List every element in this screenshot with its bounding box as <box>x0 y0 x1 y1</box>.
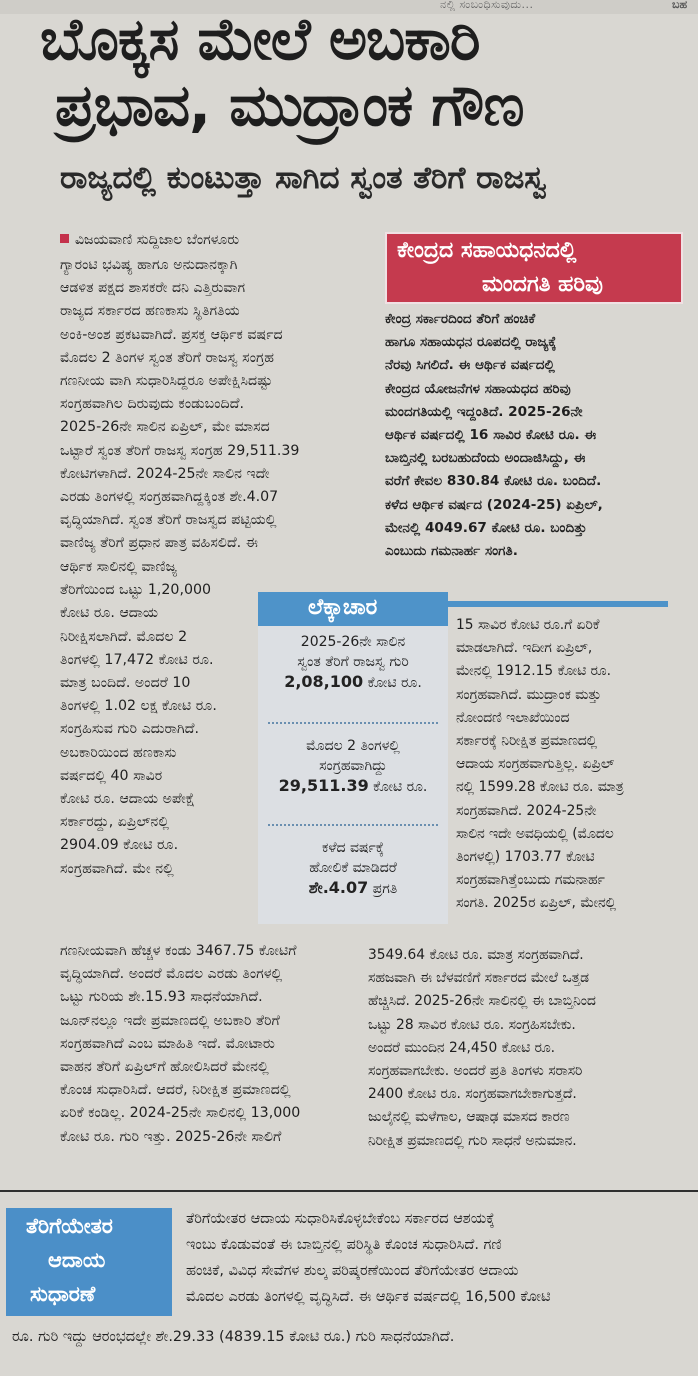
left-line: ವರ್ಷದಲ್ಲಿ 40 ಸಾವಿರ <box>60 767 163 784</box>
lekkachara-block-2 <box>263 736 443 797</box>
right-bottom-line: ಹೆಚ್ಚಿಸಿದೆ. 2025-26ನೇ ಸಾಲಿನಲ್ಲಿ ಈ ಬಾಬ್ತಿನಿಂದ <box>368 993 596 1010</box>
middle-line: ಸರ್ಕಾರಕ್ಕೆ ನಿರೀಕ್ಷಿತ ಪ್ರಮಾಣದಲ್ಲಿ <box>456 733 598 750</box>
block3-value: ಶೇ.4.07 <box>308 878 369 897</box>
right-top-line: ಮಂದಗತಿಯಲ್ಲಿ ಇದ್ದಂತಿದೆ. 2025-26ನೇ <box>385 403 583 420</box>
non-tax-revenue-box <box>6 1208 172 1316</box>
section-divider <box>0 1190 698 1192</box>
left-line: ತಿಂಗಳಲ್ಲಿ 17,472 ಕೋಟಿ ರೂ. <box>60 651 214 668</box>
right-top-line: ವರೆಗೆ ಕೇವಲ 830.84 ಕೋಟಿ ರೂ. ಬಂದಿದೆ. <box>385 473 602 490</box>
left-line: ಒಟ್ಟು ಗುರಿಯ ಶೇ.15.93 ಸಾಧನೆಯಾಗಿದೆ. <box>60 989 263 1006</box>
left-line: ಸಂಗ್ರಹವಾಗಿದೆ ಎಂಬ ಮಾಹಿತಿ ಇದೆ. ಮೋಟಾರು <box>60 1035 275 1052</box>
lekkachara-separator <box>268 824 438 826</box>
left-column-upper <box>60 254 378 556</box>
left-line: ಸರ್ಕಾರದ್ದು, ಏಪ್ರಿಲ್‌ನಲ್ಲಿ <box>60 814 170 831</box>
left-line: ಆಡಳಿತ ಪಕ್ಷದ ಶಾಸಕರೇ ದನಿ ಎತ್ತಿರುವಾಗ <box>60 280 246 297</box>
bottom-text-indented <box>186 1206 686 1310</box>
right-top-line: ಬಾಬ್ತಿನಲ್ಲಿ ಬರಬಹುದೆಂದು ಅಂದಾಜಿಸಿದ್ದು, ಈ <box>385 450 586 467</box>
left-line: ವೃದ್ಧಿಯಾಗಿದೆ. ಸ್ವಂತ ತೆರಿಗೆ ರಾಜಸ್ವದ ಪಟ್ಟಿಯಲ್ಲಿ <box>60 512 277 529</box>
right-top-line: ಹಾಗೂ ಸಹಾಯಧನ ರೂಪದಲ್ಲಿ ರಾಜ್ಯಕ್ಕೆ <box>385 334 557 351</box>
middle-line: ಆದಾಯ ಸಂಗ್ರಹವಾಗುತ್ತಿಲ್ಲ. ಏಪ್ರಿಲ್ <box>456 756 615 773</box>
left-line: ಒಟ್ಟಾರೆ ಸ್ವಂತ ತೆರಿಗೆ ರಾಜಸ್ವ ಸಂಗ್ರಹ 29,511.39 <box>60 442 300 459</box>
lekkachara-rule <box>448 601 668 607</box>
bottom-box-line-3: ಸುಧಾರಣೆ <box>30 1282 96 1306</box>
bottom-box-line-2: ಆದಾಯ <box>48 1248 106 1272</box>
right-bottom-line: ನಿರೀಕ್ಷಿತ ಪ್ರಮಾಣದಲ್ಲಿ ಗುರಿ ಸಾಧನೆ ಅನುಮಾನ. <box>368 1132 577 1149</box>
right-bottom-line: ಒಟ್ಟು 28 ಸಾವಿರ ಕೋಟಿ ರೂ. ಸಂಗ್ರಹಿಸಬೇಕು. <box>368 1016 576 1033</box>
middle-column <box>456 614 674 916</box>
left-line: ಜೂನ್‌ನಲ್ಲೂ ಇದೇ ಪ್ರಮಾಣದಲ್ಲಿ ಅಬಕಾರಿ ತೆರಿಗೆ <box>60 1012 280 1029</box>
middle-line: ಸಂಗ್ರಹವಾಗಿದೆ. 2024-25ನೇ <box>456 802 597 819</box>
right-bottom-line: ಜುಲೈನಲ್ಲಿ ಮಳೆಗಾಲ, ಆಷಾಢ ಮಾಸದ ಕಾರಣ <box>368 1109 570 1126</box>
left-line: ಸಂಗ್ರಹವಾಗಿದೆ. ಮೇ ನಲ್ಲಿ <box>60 860 174 877</box>
right-top-line: ಆರ್ಥಿಕ ವರ್ಷದಲ್ಲಿ 16 ಸಾವಿರ ಕೋಟಿ ರೂ. ಈ <box>385 427 597 444</box>
left-line: ಏರಿಕೆ ಕಂಡಿಲ್ಲ. 2024-25ನೇ ಸಾಲಿನಲ್ಲಿ 13,000 <box>60 1105 301 1122</box>
middle-line: ನೋಂದಣಿ ಇಲಾಖೆಯಿಂದ <box>456 709 570 726</box>
left-line: ಗಣನೀಯ ವಾಗಿ ಸುಧಾರಿಸಿದ್ದರೂ ಅಪೇಕ್ಷಿಸಿದಷ್ಟು <box>60 373 273 390</box>
bottom-line: ರೂ. ಗುರಿ ಇದ್ದು ಆರಂಭದಲ್ಲೇ ಶೇ.29.33 (4839.15 ಕೋಟಿ ರೂ.) ಗುರಿ ಸಾಧನೆಯಾಗಿದೆ. <box>12 1329 455 1345</box>
lekkachara-block-1 <box>263 632 443 693</box>
left-line: 2025-26ನೇ ಸಾಲಿನ ಏಪ್ರಿಲ್, ಮೇ ಮಾಸದ <box>60 419 270 436</box>
lekkachara-separator <box>268 722 438 724</box>
middle-line: 15 ಸಾವಿರ ಕೋಟಿ ರೂ.ಗೆ ಏರಿಕೆ <box>456 617 600 633</box>
bottom-text-full <box>12 1324 692 1350</box>
middle-line: ಮೇನಲ್ಲಿ 1912.15 ಕೋಟಿ ರೂ. <box>456 663 611 680</box>
left-line: ತಿಂಗಳಲ್ಲಿ 1.02 ಲಕ್ಷ ಕೋಟಿ ರೂ. <box>60 698 217 715</box>
byline-marker-icon <box>60 234 69 243</box>
bottom-line: ತೆರಿಗೆಯೇತರ ಆದಾಯ ಸುಧಾರಿಸಿಕೊಳ್ಳಬೇಕೆಂಬ ಸರ್ಕಾರದ ಆಶಯಕ್ಕೆ <box>186 1211 495 1227</box>
left-line: ಅಬಕಾರಿಯಿಂದ ಹಣಕಾಸು <box>60 744 177 761</box>
left-line: ವೃದ್ಧಿಯಾಗಿದೆ. ಅಂದರೆ ಮೊದಲ ಎರಡು ತಿಂಗಳಲ್ಲಿ <box>60 966 283 983</box>
left-line: ಆರ್ಥಿಕ ಸಾಲಿನಲ್ಲಿ ವಾಣಿಜ್ಯ <box>60 559 178 575</box>
right-top-line: ನೆರವು ಸಿಗಲಿದೆ. ಈ ಆರ್ಥಿಕ ವರ್ಷದಲ್ಲಿ <box>385 357 555 374</box>
left-line: ಕೋಟಿ ರೂ. ಆದಾಯ ಅಪೇಕ್ಷೆ <box>60 791 195 808</box>
byline-text: ವಿಜಯವಾಣಿ ಸುದ್ದಿಜಾಲ ಬೆಂಗಳೂರು <box>75 232 240 248</box>
bottom-box-line-1: ತೆರಿಗೆಯೇತರ <box>26 1214 113 1238</box>
right-bottom-line: 2400 ಕೋಟಿ ರೂ. ಸಂಗ್ರಹವಾಗಬೇಕಾಗುತ್ತದೆ. <box>368 1086 577 1103</box>
lekkachara-header <box>258 592 448 626</box>
middle-line: ಸಾಲಿನ ಇದೇ ಅವಧಿಯಲ್ಲಿ (ಮೊದಲ <box>456 825 614 842</box>
left-line: ಸಂಗ್ರಹವಾಗಿಲ ದಿರುವುದು ಕಂಡುಬಂದಿದೆ. <box>60 396 244 413</box>
block3-unit: ಪ್ರಗತಿ <box>368 881 398 897</box>
top-strip-text: ನಲ್ಲಿ ಸಂಬಂಧಿಸುವುದು... <box>440 0 534 11</box>
block2-value: 29,511.39 <box>278 776 369 795</box>
left-line: ಗ್ಯಾರಂಟಿ ಭವಿಷ್ಯ ಹಾಗೂ ಅನುದಾನಕ್ಕಾಗಿ <box>60 257 238 273</box>
right-top-line: ಕೇಂದ್ರದ ಯೋಜನೆಗಳ ಸಹಾಯಧದ ಹರಿವು <box>385 380 571 397</box>
byline <box>60 232 239 248</box>
bottom-line: ಮೊದಲ ಎರಡು ತಿಂಗಳಲ್ಲಿ ವೃದ್ಧಿಸಿದೆ. ಈ ಆರ್ಥಿಕ ವರ್ಷದಲ್ಲಿ 16,500 ಕೋಟಿ <box>186 1289 551 1305</box>
middle-line: ಸಂಗ್ರಹವಾಗಿತ್ತೆಂಬುದು ಗಮನಾರ್ಹ <box>456 872 605 889</box>
lekkachara-title: ಲೆಕ್ಕಾಚಾರ <box>308 595 378 620</box>
left-line: ಗಣನೀಯವಾಗಿ ಹೆಚ್ಚಳ ಕಂಡು 3467.75 ಕೋಟಿಗೆ <box>60 943 297 959</box>
right-top-line: ಕಳೆದ ಆರ್ಥಿಕ ವರ್ಷದ (2024-25) ಏಪ್ರಿಲ್, <box>385 496 603 513</box>
left-line: 2904.09 ಕೋಟಿ ರೂ. <box>60 837 179 854</box>
left-line: ಕೋಟಿಗಳಾಗಿದೆ. 2024-25ನೇ ಸಾಲಿನ ಇದೇ <box>60 465 270 482</box>
block2-unit: ಕೋಟಿ ರೂ. <box>368 779 428 795</box>
left-line: ಎರಡು ತಿಂಗಳಲ್ಲಿ ಸಂಗ್ರಹವಾಗಿದ್ದಕ್ಕಿಂತ ಶೇ.4.07 <box>60 489 279 506</box>
right-bottom-line: ಸಂಗ್ರಹವಾಗಬೇಕು. ಅಂದರೆ ಪ್ರತಿ ತಿಂಗಳು ಸರಾಸರಿ <box>368 1063 583 1080</box>
bottom-line: ಹಂಚಿಕೆ, ವಿವಿಧ ಸೇವೆಗಳ ಶುಲ್ಕ ಪರಿಷ್ಕರಣೆಯಿಂದ ತೆರಿಗೆಯೇತರ ಆದಾಯ <box>186 1263 519 1279</box>
right-column-top <box>385 308 675 563</box>
right-top-line: ಎಂಬುದು ಗಮನಾರ್ಹ ಸಂಗತಿ. <box>385 543 518 560</box>
lekkachara-block-3 <box>263 838 443 899</box>
left-line: ವಾಹನ ತೆರಿಗೆ ಏಪ್ರಿಲ್‌ಗೆ ಹೋಲಿಸಿದರೆ ಮೇನಲ್ಲಿ <box>60 1059 269 1076</box>
left-line: ತೆರಿಗೆಯಿಂದ ಒಟ್ಟು 1,20,000 <box>60 582 212 599</box>
left-line: ಕೋಟಿ ರೂ. ಗುರಿ ಇತ್ತು. 2025-26ನೇ ಸಾಲಿಗೆ <box>60 1128 282 1145</box>
red-box-line-1: ಕೇಂದ್ರದ ಸಹಾಯಧನದಲ್ಲಿ <box>397 238 577 263</box>
left-line: ಕೊಂಚ ಸುಧಾರಿಸಿದೆ. ಆದರೆ, ನಿರೀಕ್ಷಿತ ಪ್ರಮಾಣದಲ್ಲಿ <box>60 1082 291 1099</box>
middle-line: ಸಂಗ್ರಹವಾಗಿದೆ. ಮುದ್ರಾಂಕ ಮತ್ತು <box>456 686 602 703</box>
left-line: ಕೋಟಿ ರೂ. ಆದಾಯ <box>60 605 159 622</box>
block3-value-row <box>263 878 443 899</box>
top-corner-text: ಬಹ <box>672 0 688 11</box>
middle-line: ತಿಂಗಳಲ್ಲಿ) 1703.77 ಕೋಟಿ <box>456 849 595 866</box>
right-bottom-line: 3549.64 ಕೋಟಿ ರೂ. ಮಾತ್ರ ಸಂಗ್ರಹವಾಗಿದೆ. <box>368 947 584 963</box>
right-column-bottom <box>368 944 674 1153</box>
block3-line2: ಹೋಲಿಕೆ ಮಾಡಿದರೆ <box>309 860 397 876</box>
central-grant-heading-box <box>385 232 683 304</box>
middle-line: ಸಂಗತಿ. 2025ರ ಏಪ್ರಿಲ್, ಮೇನಲ್ಲಿ <box>456 895 617 912</box>
headline-line-1: ಬೊಕ್ಕಸ ಮೇಲೆ ಅಬಕಾರಿ <box>40 5 480 73</box>
left-line: ಮಾತ್ರ ಬಂದಿದೆ. ಅಂದರೆ 10 <box>60 675 191 692</box>
middle-line: ಮಾಡಲಾಗಿದೆ. ಇದೀಗ ಏಪ್ರಿಲ್, <box>456 640 593 657</box>
middle-line: ನಲ್ಲಿ 1599.28 ಕೋಟಿ ರೂ. ಮಾತ್ರ <box>456 779 624 796</box>
left-column-narrow <box>60 556 250 881</box>
right-bottom-line: ಸಹಜವಾಗಿ ಈ ಬೆಳವಣಿಗೆ ಸರ್ಕಾರದ ಮೇಲೆ ಒತ್ತಡ <box>368 970 589 987</box>
left-line: ರಾಜ್ಯದ ಸರ್ಕಾರದ ಹಣಕಾಸು ಸ್ಥಿತಿಗತಿಯ <box>60 303 240 320</box>
left-line: ಮೊದಲ 2 ತಿಂಗಳ ಸ್ವಂತ ತೆರಿಗೆ ರಾಜಸ್ವ ಸಂಗ್ರಹ <box>60 349 275 366</box>
left-line: ನಿರೀಕ್ಷಿಸಲಾಗಿದೆ. ಮೊದಲ 2 <box>60 628 188 645</box>
left-column-lower <box>60 940 356 1149</box>
red-box-line-2: ಮಂದಗತಿ ಹರಿವು <box>482 272 603 297</box>
block2-line2: ಸಂಗ್ರಹವಾಗಿದ್ದು <box>319 758 387 774</box>
headline-line-2: ಪ್ರಭಾವ, ಮುದ್ರಾಂಕ ಗೌಣ <box>55 71 524 139</box>
block2-line1: ಮೊದಲ 2 ತಿಂಗಳಲ್ಲಿ <box>306 738 400 754</box>
subheadline: ರಾಜ್ಯದಲ್ಲಿ ಕುಂಟುತ್ತಾ ಸಾಗಿದ ಸ್ವಂತ ತೆರಿಗೆ ರಾಜಸ್ವ <box>60 160 547 196</box>
block1-value-row <box>263 672 443 693</box>
left-line: ಸಂಗ್ರಹಿಸುವ ಗುರಿ ಎದುರಾಗಿದೆ. <box>60 721 199 738</box>
block3-line1: ಕಳೆದ ವರ್ಷಕ್ಕೆ <box>322 840 384 856</box>
block1-line1: 2025-26ನೇ ಸಾಲಿನ <box>300 634 406 650</box>
block2-value-row <box>263 776 443 797</box>
right-bottom-line: ಅಂದರೆ ಮುಂದಿನ 24,450 ಕೋಟಿ ರೂ. <box>368 1039 556 1056</box>
right-top-line: ಕೇಂದ್ರ ಸರ್ಕಾರದಿಂದ ತೆರಿಗೆ ಹಂಚಿಕೆ <box>385 311 536 327</box>
block1-value: 2,08,100 <box>284 672 364 691</box>
bottom-line: ಇಂಬು ಕೊಡುವಂತೆ ಈ ಬಾಬ್ತಿನಲ್ಲಿ ಪರಿಸ್ಥಿತಿ ಕೊಂಚ ಸುಧಾರಿಸಿದೆ. ಗಣಿ <box>186 1237 502 1253</box>
block1-unit: ಕೋಟಿ ರೂ. <box>363 675 422 691</box>
block1-line2: ಸ್ವಂತ ತೆರಿಗೆ ರಾಜಸ್ವ ಗುರಿ <box>297 654 409 670</box>
left-line: ಅಂಕಿ-ಅಂಶ ಪ್ರಕಟವಾಗಿದೆ. ಪ್ರಸಕ್ತ ಆರ್ಥಿಕ ವರ್ಷದ <box>60 326 283 343</box>
left-line: ವಾಣಿಜ್ಯ ತೆರಿಗೆ ಪ್ರಧಾನ ಪಾತ್ರ ವಹಿಸಲಿದೆ. ಈ <box>60 535 259 552</box>
right-top-line: ಮೇನಲ್ಲಿ 4049.67 ಕೋಟಿ ರೂ. ಬಂದಿತ್ತು <box>385 519 587 536</box>
